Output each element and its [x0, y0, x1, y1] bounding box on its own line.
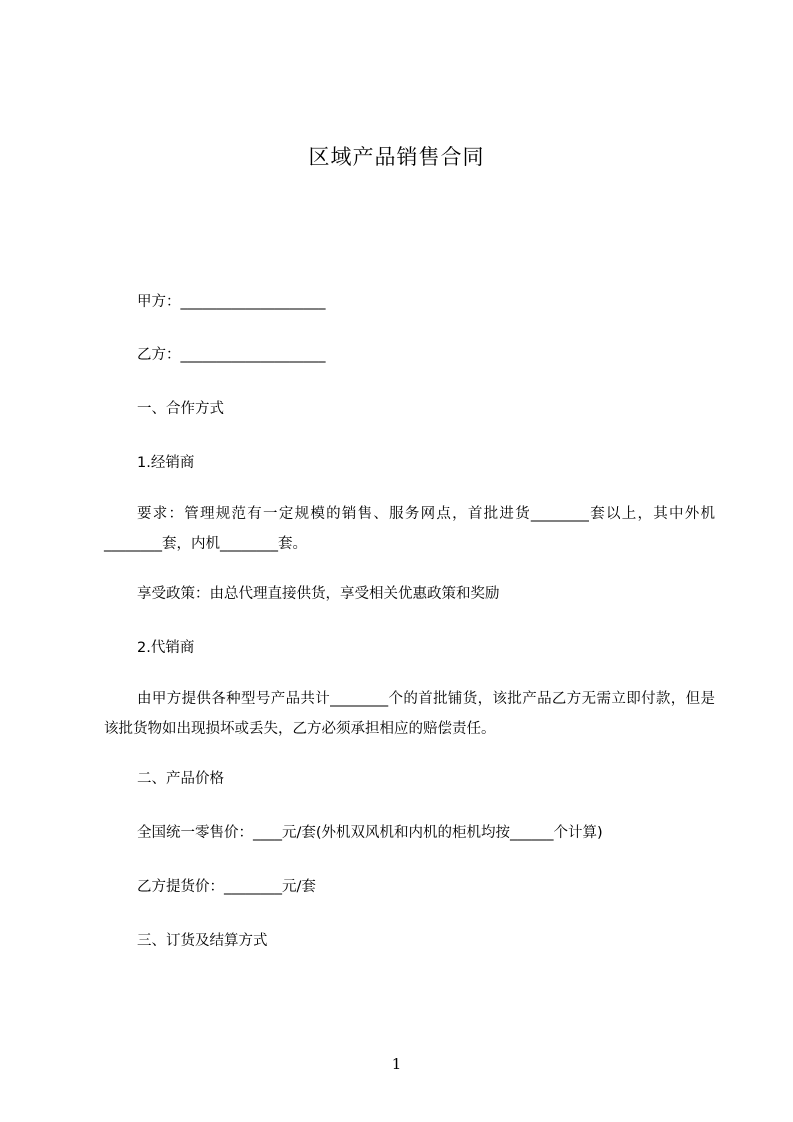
page-number: 1 [391, 1055, 402, 1073]
party-b-line: 乙方：____________________ [137, 347, 326, 363]
section-heading-ordering: 三、订货及结算方式 [137, 933, 268, 949]
distributor-policy: 享受政策：由总代理直接供货，享受相关优惠政策和奖励 [137, 586, 500, 602]
agent-description: 由甲方提供各种型号产品共计________个的首批铺货，该批产品乙方无需立即付款，但是该批货物如出现损坏或丢失，乙方必须承担相应的赔偿责任。 [104, 691, 715, 737]
retail-price-line: 全国统一零售价：____元/套(外机双风机和内机的柜机均按______个计算) [137, 825, 603, 841]
section-heading-price: 二、产品价格 [137, 771, 224, 787]
section-heading-cooperation: 一、合作方式 [137, 401, 224, 417]
page-title: 区域产品销售合同 [308, 145, 485, 169]
subheading-agent: 2.代销商 [137, 640, 195, 656]
distributor-requirement: 要求：管理规范有一定规模的销售、服务网点，首批进货________套以上，其中外机________套，内机________套。 [104, 506, 715, 552]
subheading-distributor: 1.经销商 [137, 455, 195, 471]
party-a-line: 甲方：____________________ [137, 294, 326, 310]
supply-price-line: 乙方提货价：________元/套 [137, 879, 316, 895]
